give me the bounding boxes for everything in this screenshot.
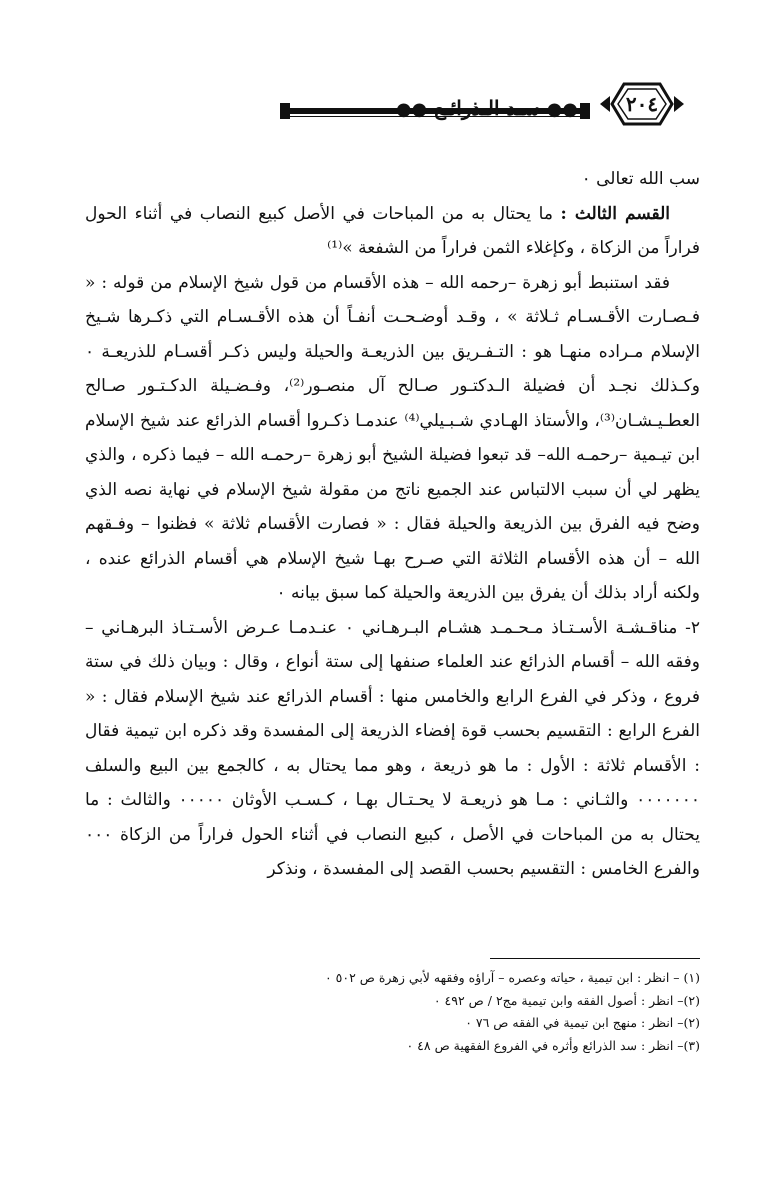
footnote-2: (٢)– انظر : أصول الفقه وابن تيمية مج٢ / ص ٤٩٢ ٠ bbox=[433, 992, 700, 1008]
header-rule-cap-right bbox=[580, 103, 590, 119]
paragraph-4: ٢- مناقـشـة الأسـتـاذ مـحـمـد هشـام البـرهـاني ٠ عنـدمـا عـرض الأسـتـاذ البرهـاني –وفقه الله – أقسام الذرائع عند العلماء صنفها إلى ستة أنواع ، وقال : وبيان ذلك في ستة فروع ، وذكر في الفرع الرابع والخامس منها : أقسام الذرائع عند شيخ الإسلام فقال : « الفرع الرابع : التقسيم بحسب قوة إفضاء الذريعة إلى المفسدة وقد ذكره ابن تيمية فقال : الأقسام ثلاثة : الأول : ما هو ذريعة ، وهو مما يحتال به ، كالجمع بين البيع والسلف ٠٠٠٠٠٠٠ والثـاني : مـا هو ذريعـة لا يحـتـال بهـا ، كـسـب الأوثان ٠٠٠٠٠ والثالث : ما يحتال به من المباحات في الأصل ، كبيع النصاب في أثناء الحول فراراً من الزكاة ٠٠٠ والفرع الخامس : التقسيم بحسب القصد إلى المفسدة ، ونذكر bbox=[85, 617, 700, 879]
page-number: ٢٠٤ bbox=[625, 92, 659, 116]
footnotes bbox=[85, 967, 700, 1057]
paragraph-1: سب الله تعالى ٠ bbox=[581, 169, 700, 189]
main-text bbox=[85, 162, 700, 887]
footnote-4: (٣)– انظر : سد الذرائع وأثره في الفروع الفقهية ص ٤٨ ٠ bbox=[406, 1037, 700, 1053]
paragraph-3: فقد استنبط أبو زهرة –رحمه الله – هذه الأقسام من قول شيخ الإسلام من قوله : « فـصـارت الأقـسـام ثـلاثة » ، وقـد أوضـحـت أنفـاً أن هذه الأقـسـام التي ذكـرها شـيخ الإسلام مـراده منهـا هو : التـفـريق بين الذريعـة والحيلة وليس ذكـر أقسـام للذريعـة ٠ وكـذلك نجـد أن فضيلة الـدكتـور صـالح آل منصـور⁽²⁾، وفـضـيلة الدكـتـور صـالح العطـيـشـان⁽³⁾، والأستاذ الهـادي شـبـيلي⁽⁴⁾ عندمـا ذكـروا أقسام الذرائع عند شيخ الإسلام ابن تيـمية –رحمـه الله– قد تبعوا فضيلة الشيخ أبو زهرة –رحمـه الله – فيما ذكره ، والذي يظهر لي أن سبب الالتباس عند الجميع ناتج من مقولة شيخ الإسلام في نهاية نصه الذي وضح فيه الفرق بين الذريعة والحيلة فقال : « فصارت الأقسام ثلاثة » فظنوا – وفـقهم الله – أن هذه الأقسام الثلاثة التي صـرح بهـا شيخ الإسلام هي أقسام الذرائع عنده ، ولكنه أراد بذلك أن يفرق بين الذريعة والحيلة كما سبق بيانه ٠ bbox=[85, 272, 700, 603]
paragraph-2 bbox=[85, 197, 700, 266]
paragraph-2-lead: القسم الثالث : bbox=[560, 203, 671, 224]
paragraph-2-text: ما يحتال به من المباحات في الأصل كبيع النصاب في أثناء الحول فراراً من الزكاة ، وكإغلاء الثمن فراراً من الشفعة »⁽¹⁾ bbox=[85, 203, 700, 258]
running-title bbox=[396, 96, 578, 120]
running-title-text: سـد الـذرائـع bbox=[434, 96, 540, 120]
running-header bbox=[80, 78, 700, 133]
footnote-3: (٢)– انظر : منهج ابن تيمية في الفقه ص ٧٦ ٠ bbox=[465, 1015, 700, 1030]
footnote-1: (١) – انظر : ابن تيمية ، حياته وعصره – آراؤه وفقهه لأبي زهرة ص ٥٠٢ ٠ bbox=[324, 970, 700, 985]
footnote-rule bbox=[490, 958, 700, 959]
ornament-dots-left: ●● bbox=[395, 99, 428, 120]
ornament-dots-right: ●● bbox=[546, 99, 578, 120]
